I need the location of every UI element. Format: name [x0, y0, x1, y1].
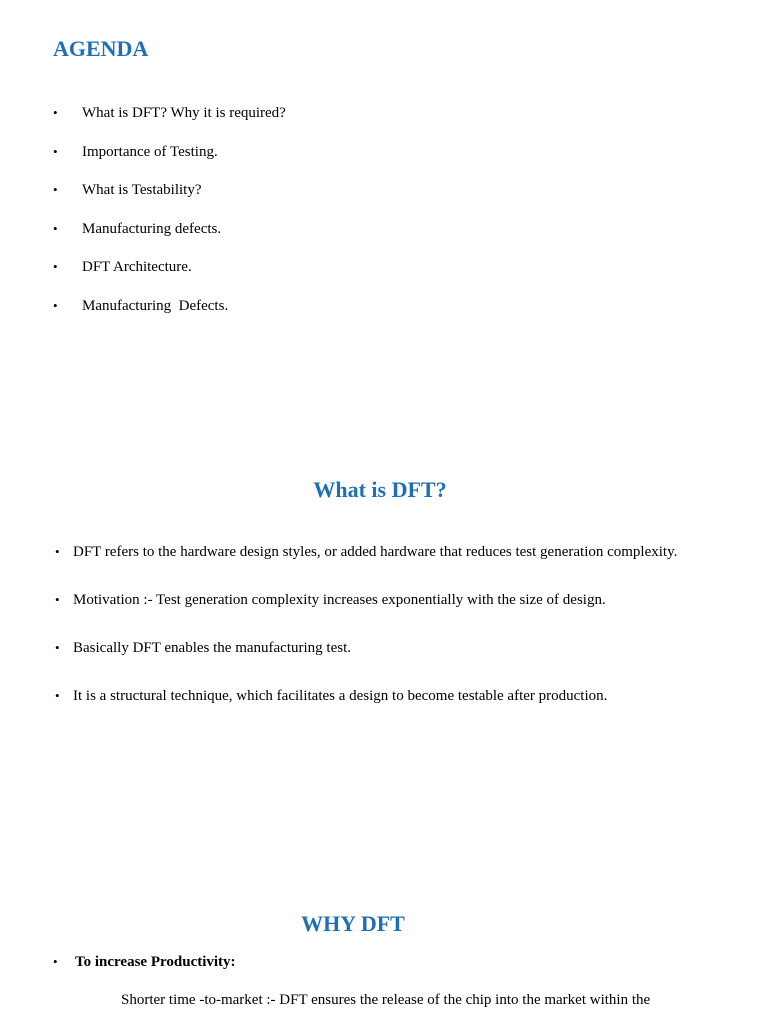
bullet: •: [55, 688, 60, 703]
bullet: •: [53, 144, 58, 159]
bullet: •: [55, 592, 60, 607]
bullet: •: [55, 544, 60, 559]
agenda-item: DFT Architecture.: [82, 259, 192, 275]
bullet: •: [53, 105, 58, 120]
bullet: •: [53, 298, 58, 313]
dft-point: Motivation :- Test generation complexity increases exponentially with the size of design.: [73, 592, 606, 608]
agenda-heading: AGENDA: [53, 36, 149, 61]
bullet: •: [53, 221, 58, 236]
agenda-item: Manufacturing Defects.: [82, 298, 229, 314]
why-dft-heading: WHY DFT: [301, 911, 405, 936]
bullet: •: [55, 640, 60, 655]
dft-point: DFT refers to the hardware design styles, or added hardware that reduces test generation complexity.: [73, 544, 678, 560]
dft-point: It is a structural technique, which facilitates a design to become testable after production.: [73, 688, 608, 704]
agenda-item: What is Testability?: [82, 182, 202, 198]
bullet: •: [53, 954, 58, 969]
agenda-item: Manufacturing defects.: [82, 221, 222, 237]
productivity-point-title: To increase Productivity:: [75, 954, 236, 970]
dft-point: Basically DFT enables the manufacturing test.: [73, 640, 351, 656]
what-is-dft-heading: What is DFT?: [313, 477, 447, 502]
bullet: •: [53, 182, 58, 197]
bullet: •: [53, 259, 58, 274]
agenda-item: Importance of Testing.: [82, 144, 218, 160]
productivity-point-text: Shorter time -to-market :- DFT ensures the release of the chip into the market within the: [121, 992, 651, 1008]
agenda-item: What is DFT? Why it is required?: [82, 105, 286, 121]
